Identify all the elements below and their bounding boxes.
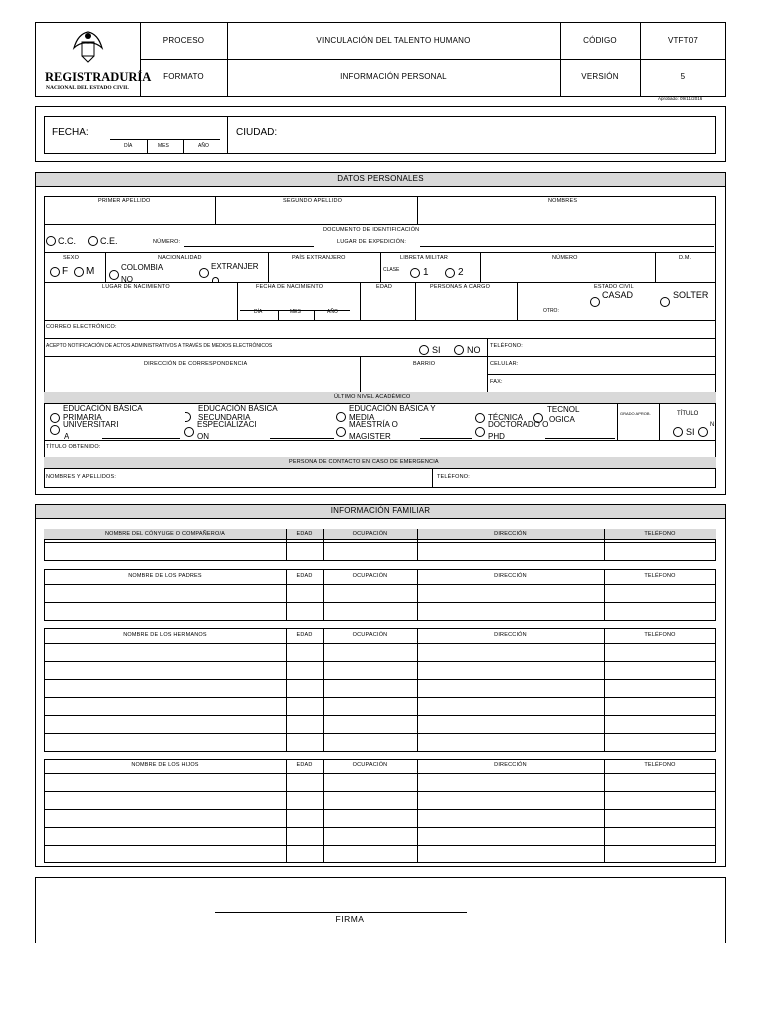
telefono-label: TELÉFONO:	[490, 343, 523, 349]
hijos-ocupacion: OCUPACIÓN	[352, 762, 388, 768]
padres-telefono: TELÉFONO	[644, 573, 676, 579]
hijos-table	[44, 759, 716, 863]
tecnica-radio[interactable]	[475, 413, 485, 423]
clase-label: CLASE	[383, 267, 400, 273]
primer-apellido: PRIMER APELLIDO	[98, 198, 151, 204]
pais-extranjero: PAÍS EXTRANJERO	[292, 255, 346, 261]
edad-label: EDAD	[376, 284, 393, 290]
codigo-value: VTFT07	[667, 36, 699, 45]
contacto-title: PERSONA DE CONTACTO EN CASO DE EMERGENCIA	[289, 459, 439, 465]
sexo-label: SEXO	[63, 255, 80, 261]
conyuge-direccion: DIRECCIÓN	[494, 531, 527, 537]
codigo-label: CÓDIGO	[583, 36, 617, 45]
acepto-notificacion: ACEPTO NOTIFICACIÓN DE ACTOS ADMINISTRATIVOS A TRAVÉS DE MEDIOS ELECTRÓNICOS	[46, 343, 273, 349]
hijos-header: NOMBRE DE LOS HIJOS	[131, 762, 199, 768]
libreta-numero: NÚMERO	[552, 255, 578, 261]
ciudad-label: CIUDAD:	[236, 127, 278, 138]
datos-title: DATOS PERSONALES	[337, 174, 424, 183]
formato-value: INFORMACIÓN PERSONAL	[340, 72, 447, 81]
nombres: NOMBRES	[548, 198, 578, 204]
padres-edad: EDAD	[296, 573, 313, 579]
media-radio[interactable]	[336, 412, 346, 422]
correo-label: CORREO ELECTRÓNICO:	[46, 324, 117, 330]
nac-ano: AÑO	[327, 309, 338, 315]
extranjero-label: EXTRANJER	[211, 262, 259, 271]
hijos-edad: EDAD	[296, 762, 313, 768]
sexo-f-radio[interactable]	[50, 267, 60, 277]
maestria-radio[interactable]	[336, 427, 346, 437]
version-value: 5	[680, 72, 686, 81]
conyuge-header: NOMBRE DEL CÓNYUGE O COMPAÑERO/A	[104, 531, 226, 537]
fecha-ano: AÑO	[198, 143, 209, 149]
sexo-f-label: F	[62, 266, 69, 277]
doctorado-l1: DOCTORADO O	[488, 420, 549, 429]
aprobado-text: Aprobado: 09/11/2016	[658, 96, 703, 101]
estado-civil: ESTADO CIVIL	[594, 284, 634, 290]
univ-l2: A	[64, 433, 70, 440]
clase1-radio[interactable]	[410, 268, 420, 278]
sexo-m-radio[interactable]	[74, 267, 84, 277]
ce-radio[interactable]	[88, 236, 98, 246]
sexo-m-label: M	[86, 266, 95, 277]
grado-aprob: GRADO APROB.	[620, 411, 651, 416]
maestria-l2: MAGÍSTER	[349, 433, 391, 440]
secundaria-l1: EDUCACIÓN BÁSICA	[198, 404, 278, 413]
colombia-label: COLOMBIA	[121, 263, 164, 272]
espec-radio[interactable]	[184, 427, 194, 437]
primaria-l2: PRIMARIA	[63, 413, 102, 422]
libreta-label: LIBRETA MILITAR	[400, 255, 449, 261]
fecha-label: FECHA:	[52, 127, 89, 138]
version-label: VERSIÓN	[581, 72, 619, 81]
fecha-nacimiento: FECHA DE NACIMIENTO	[256, 284, 324, 290]
media-l2: MEDIA	[349, 413, 375, 422]
nac-mes: MES	[290, 309, 301, 315]
contacto-nombres: NOMBRES Y APELLIDOS:	[46, 474, 117, 480]
hermanos-ocupacion: OCUPACIÓN	[352, 632, 388, 638]
titulo-si-radio[interactable]	[673, 427, 683, 437]
registraduria-logo-icon	[68, 26, 108, 66]
clase1-label: 1	[423, 267, 429, 278]
logo-subtext: NACIONAL DEL ESTADO CIVIL	[46, 85, 129, 91]
documento: DOCUMENTO DE IDENTIFICACIÓN	[323, 227, 420, 233]
titulo-no-radio[interactable]	[698, 427, 708, 437]
firma-label: FIRMA	[335, 914, 365, 924]
barrio-label: BARRIO	[413, 361, 436, 367]
padres-ocupacion: OCUPACIÓN	[352, 573, 388, 579]
casado-radio[interactable]	[590, 297, 600, 307]
numero-label: NÚMERO:	[153, 239, 181, 245]
hijos-direccion: DIRECCIÓN	[494, 762, 527, 768]
acepto-si-label: SI	[432, 345, 441, 355]
maestria-l1: MAESTRÍA O	[349, 420, 398, 429]
proceso-label: PROCESO	[162, 36, 205, 45]
nivel-academico: ÚLTIMO NIVEL ACADÉMICO	[334, 394, 411, 400]
hijos-telefono: TELÉFONO	[644, 762, 676, 768]
espec-l2: ÓN	[197, 433, 209, 440]
direccion-correspondencia: DIRECCIÓN DE CORRESPONDENCIA	[144, 361, 248, 367]
media-l1: EDUCACIÓN BÁSICA Y	[349, 404, 436, 413]
tecnica-label: TÉCNICA	[488, 413, 524, 422]
personas-cargo: PERSONAS A CARGO	[430, 284, 491, 290]
otro-label: OTRO:	[543, 308, 559, 314]
clase2-radio[interactable]	[445, 268, 455, 278]
acepto-no-label: NO	[467, 345, 481, 355]
ce-label: C.E.	[100, 236, 118, 246]
tecnologica-l1: TECNOL	[547, 405, 580, 414]
secundaria-l2: SECUNDARIA	[198, 413, 251, 422]
titulo-label: TÍTULO	[677, 411, 699, 417]
logo-text: REGISTRADURÍA	[45, 70, 152, 84]
firma-line[interactable]	[215, 912, 467, 913]
nacionalidad-label: NACIONALIDAD	[158, 255, 202, 261]
cc-radio[interactable]	[46, 236, 56, 246]
doctorado-radio[interactable]	[475, 427, 485, 437]
espec-l1: ESPECIALIZACI	[197, 420, 257, 429]
proceso-value: VINCULACIÓN DEL TALENTO HUMANO	[316, 36, 471, 45]
doctorado-l2: PHD	[488, 433, 505, 440]
hermanos-header: NOMBRE DE LOS HERMANOS	[123, 632, 207, 638]
titulo-obtenido: TÍTULO OBTENIDO:	[46, 444, 101, 450]
acepto-si-radio[interactable]	[419, 345, 429, 355]
fecha-dia: DÍA	[124, 143, 133, 149]
fecha-mes: MES	[158, 143, 169, 149]
conyuge-edad: EDAD	[296, 531, 313, 537]
univ-l1: UNIVERSITARI	[63, 420, 119, 429]
formato-label: FORMATO	[163, 72, 204, 81]
lugar-nacimiento: LUGAR DE NACIMIENTO	[102, 284, 170, 290]
casado-label: CASAD	[602, 290, 634, 300]
dm-label: D.M.	[679, 255, 692, 261]
univ-radio[interactable]	[50, 425, 60, 435]
hermanos-telefono: TELÉFONO	[644, 632, 676, 638]
extranjero-radio[interactable]	[199, 268, 209, 278]
conyuge-ocupacion: OCUPACIÓN	[352, 531, 388, 537]
lugar-expedicion: LUGAR DE EXPEDICIÓN:	[337, 239, 407, 245]
colombia-no: NO	[121, 276, 133, 282]
clase2-label: 2	[458, 267, 464, 278]
primaria-radio[interactable]	[50, 413, 60, 423]
tecnologica-l2: ÓGICA	[549, 416, 575, 423]
soltero-label: SOLTER	[673, 290, 709, 300]
cc-label: C.C.	[58, 236, 76, 246]
celular-label: CELULAR:	[490, 361, 519, 367]
soltero-radio[interactable]	[660, 297, 670, 307]
acepto-no-radio[interactable]	[454, 345, 464, 355]
familiar-title: INFORMACIÓN FAMILIAR	[330, 506, 431, 515]
contacto-telefono: TELÉFONO:	[437, 474, 470, 480]
fax-label: FAX:	[490, 379, 503, 385]
padres-header: NOMBRE DE LOS PADRES	[128, 573, 202, 579]
hermanos-edad: EDAD	[296, 632, 313, 638]
padres-direccion: DIRECCIÓN	[494, 573, 527, 579]
titulo-no-label: N	[710, 422, 715, 428]
titulo-si-label: SI	[686, 427, 695, 437]
nac-dia: DÍA	[254, 309, 263, 315]
colombia-radio[interactable]	[109, 270, 119, 280]
hermanos-direccion: DIRECCIÓN	[494, 632, 527, 638]
segundo-apellido: SEGUNDO APELLIDO	[283, 198, 343, 204]
primaria-l1: EDUCACIÓN BÁSICA	[63, 404, 143, 413]
conyuge-telefono: TELÉFONO	[644, 531, 676, 537]
